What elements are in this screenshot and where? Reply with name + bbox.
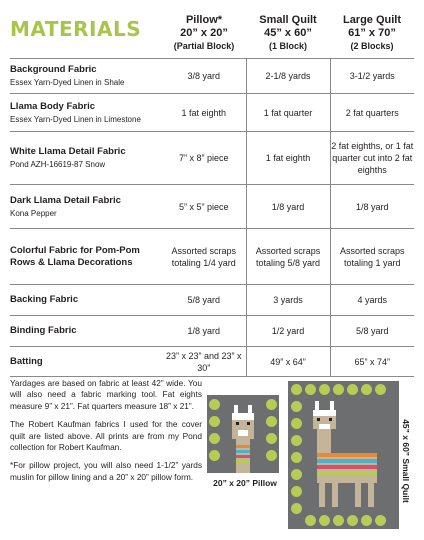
table-row xyxy=(10,285,414,316)
notes xyxy=(10,378,202,490)
fabric-name: Background Fabric xyxy=(10,64,97,75)
table-cell: 5/8 yard xyxy=(330,316,414,347)
column-note: (Partial Block) xyxy=(173,41,235,51)
table-row xyxy=(10,185,414,229)
table-cell: Assorted scraps totaling 5/8 yard xyxy=(246,229,330,285)
fabric-name: Llama Body Fabric xyxy=(10,100,95,112)
table-row xyxy=(10,229,414,285)
table-cell: 3-1/2 yards xyxy=(330,59,414,94)
fabric-name: Backing Fabric xyxy=(10,294,79,305)
table-cell: 4 yards xyxy=(330,285,414,316)
note-paragraph: *For pillow project, you will also need 1-1/2” yards muslin for pillow lining and a 20” x 20” pillow form. xyxy=(10,460,202,482)
table-cell: 1/8 yard xyxy=(246,185,330,229)
table-cell: 3 yards xyxy=(246,285,330,316)
column-name: Large Quilt xyxy=(342,14,402,26)
table-cell: 49” x 64” xyxy=(246,347,330,377)
column-note: (2 Blocks) xyxy=(350,41,394,51)
table-cell: Assorted scraps totaling 1/4 yard xyxy=(162,229,246,285)
table-cell: 5” x 5” piece xyxy=(162,185,246,229)
table-cell: Assorted scraps totaling 1 yard xyxy=(330,229,414,285)
column-size: 20” x 20” xyxy=(180,27,228,39)
table-cell: 1/2 yard xyxy=(246,316,330,347)
fabric-detail: Essex Yarn-Dyed Linen in Limestone xyxy=(10,114,141,124)
table-row xyxy=(10,94,414,132)
llama-icon xyxy=(207,395,279,473)
note-paragraph: Yardages are based on fabric at least 42” wide. You will also need a fabric marking tool. Fat eights measure 9” x 21”. Fat quarters measure 18” x 21”. xyxy=(10,378,202,411)
table-cell: 7” x 8” piece xyxy=(162,132,246,185)
column-header xyxy=(330,14,414,59)
table-cell: 1 fat quarter xyxy=(246,94,330,132)
llama-icon xyxy=(288,381,399,529)
table-cell: 1 fat eighth xyxy=(246,132,330,185)
fabric-name: Colorful Fabric for Pom-Pom Rows & Llama Decorations xyxy=(10,244,140,268)
fabric-name: Batting xyxy=(10,355,43,367)
note-paragraph: The Robert Kaufman fabrics I used for the cover quilt are listed above. All prints are from my Pond collection for Robert Kaufman. xyxy=(10,419,202,453)
pillow-image xyxy=(207,395,279,473)
quilt-image xyxy=(288,381,399,529)
table-cell: 2-1/8 yards xyxy=(246,59,330,94)
table-cell: 23” x 23” and 23” x 30” xyxy=(162,347,246,377)
pillow-caption: 20” x 20” Pillow xyxy=(213,478,277,488)
quilt-caption: 45” x 60” Small Quilt xyxy=(401,419,411,503)
fabric-detail: Kona Pepper xyxy=(10,208,57,218)
fabric-name: White Llama Detail Fabric xyxy=(10,146,126,157)
table-cell: 5/8 yard xyxy=(162,285,246,316)
column-size: 61” x 70” xyxy=(348,27,396,39)
page-title: MATERIALS xyxy=(10,17,142,41)
column-note: (1 Block) xyxy=(268,41,307,51)
table-cell: 1 fat eighth xyxy=(162,94,246,132)
table-row xyxy=(10,132,414,185)
column-header xyxy=(162,14,246,59)
table-cell: 65” x 74” xyxy=(330,347,414,377)
table-row xyxy=(10,316,414,347)
materials-table xyxy=(10,14,414,377)
table-cell: 2 fat eighths, or 1 fat quarter cut into 2 fat eighths xyxy=(330,132,414,185)
table-cell: 1/8 yard xyxy=(162,316,246,347)
column-size: 45” x 60” xyxy=(264,27,312,39)
column-header xyxy=(246,14,330,59)
fabric-detail: Pond AZH-16619-87 Snow xyxy=(10,160,106,169)
table-header-row xyxy=(10,14,414,59)
column-name: Small Quilt xyxy=(259,14,317,26)
table-row xyxy=(10,347,414,377)
table-cell: 1/8 yard xyxy=(330,185,414,229)
table-cell: 3/8 yard xyxy=(162,59,246,94)
column-name: Pillow* xyxy=(185,14,223,26)
table-cell: 2 fat quarters xyxy=(330,94,414,132)
fabric-name: Binding Fabric xyxy=(10,325,77,336)
table-row xyxy=(10,59,414,94)
fabric-detail: Essex Yarn-Dyed Linen in Shale xyxy=(10,78,125,87)
fabric-name: Dark Llama Detail Fabric xyxy=(10,194,121,206)
